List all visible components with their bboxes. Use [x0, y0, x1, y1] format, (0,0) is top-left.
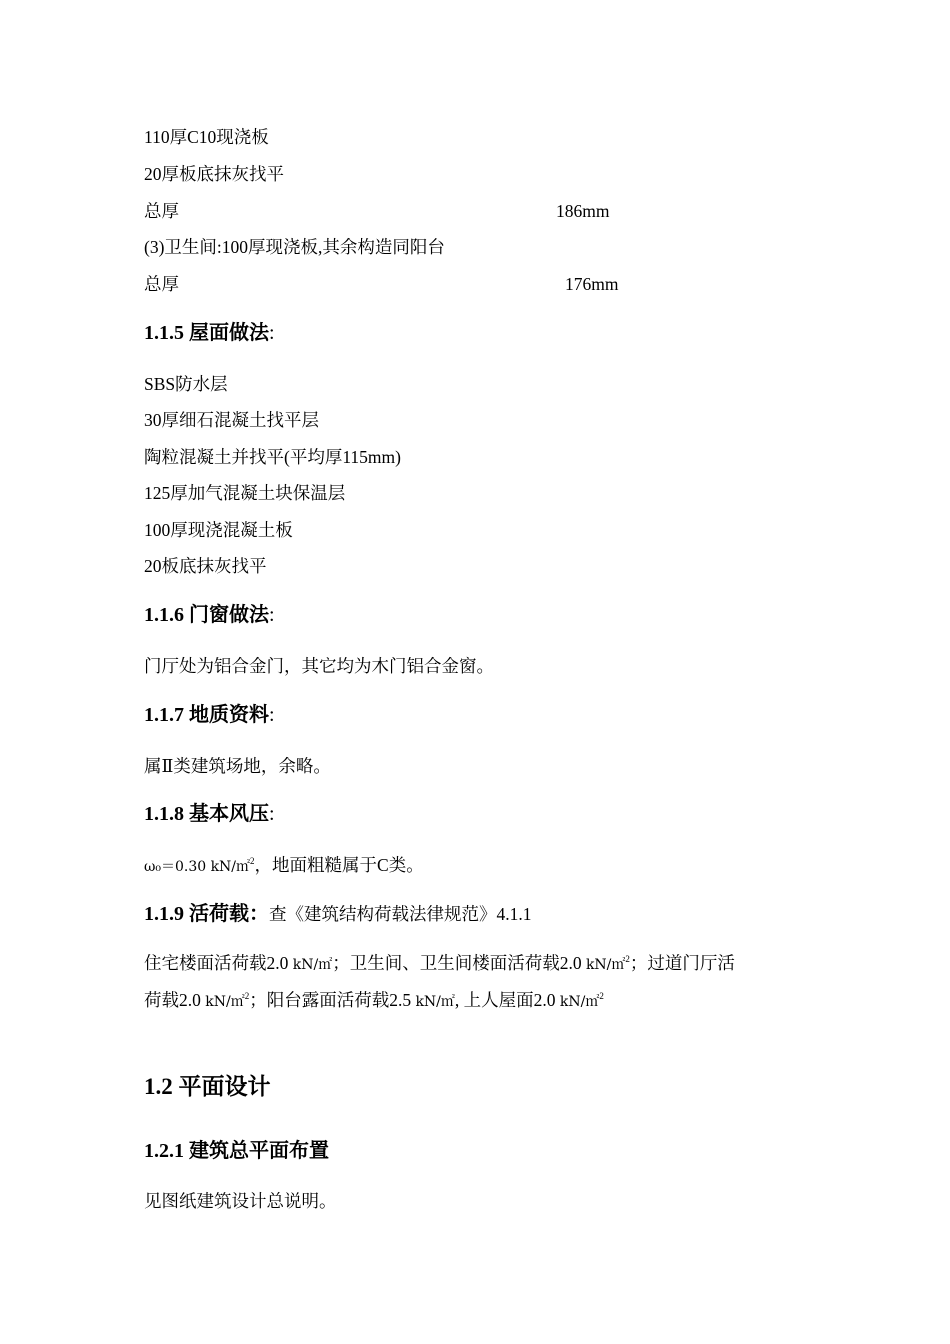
roof-layer: SBS防水层: [144, 374, 228, 394]
heading-live-load-rest: 查《建筑结构荷载法律规范》4.1.1: [269, 904, 532, 924]
roof-layer: 20板底抹灰找平: [144, 556, 267, 576]
heading-wind-number: 1.1.8: [144, 803, 184, 825]
heading-roof-title: 屋面做法: [189, 322, 269, 344]
heading-wind: [144, 801, 275, 827]
total-thickness-value-2: 176mm: [565, 274, 619, 294]
heading-live-load-title: 活荷载：: [189, 903, 269, 925]
heading-doors-colon: :: [269, 604, 275, 626]
heading-geology: [144, 702, 275, 728]
heading-geology-title: 地质资料: [189, 704, 269, 726]
live-load-unit: kN/㎡: [415, 994, 455, 1010]
roof-layer: 30厚细石混凝土找平层: [144, 410, 319, 430]
live-load-unit: kN/㎡: [585, 957, 626, 973]
heading-doors-number: 1.1.6: [144, 604, 184, 626]
heading-wind-colon: :: [269, 803, 275, 825]
live-load-sup: 2: [244, 991, 250, 1002]
heading-geology-number: 1.1.7: [144, 704, 184, 726]
roof-layer: 100厚现浇混凝土板: [144, 520, 293, 540]
roof-layer: 125厚加气混凝土块保温层: [144, 483, 346, 503]
wind-text: [144, 853, 424, 879]
live-load-line-1: [144, 951, 735, 977]
live-load-text: 荷载2.0: [144, 990, 201, 1010]
live-load-unit: kN/㎡: [292, 957, 333, 973]
heading-wind-title: 基本风压: [189, 803, 269, 825]
heading-doors: [144, 602, 275, 628]
heading-roof-colon: :: [269, 322, 275, 344]
site-plan-text: 见图纸建筑设计总说明。: [144, 1191, 337, 1211]
heading-site-plan: 1.2.1 建筑总平面布置: [144, 1140, 329, 1162]
live-load-text: ；阳台露面活荷载2.5: [249, 990, 412, 1010]
live-load-text: , 上人屋面2.0: [454, 990, 556, 1010]
wind-suffix: ，地面粗糙属于C类。: [254, 855, 424, 875]
heading-roof-number: 1.1.5: [144, 322, 184, 344]
live-load-unit: kN/㎡: [559, 994, 600, 1010]
total-thickness-label-2: 总厚: [144, 274, 179, 294]
roof-layer: 陶粒混凝土并找平(平均厚115mm): [144, 447, 401, 467]
wind-sup: 2: [250, 856, 255, 867]
heading-live-load: [144, 901, 532, 927]
live-load-line-2: [144, 988, 604, 1014]
floor-layer-plaster: 20厚板底抹灰找平: [144, 164, 284, 184]
live-load-text: 住宅楼面活荷载2.0: [144, 953, 289, 973]
doors-text: 门厅处为铝合金门，其它均为木门铝合金窗。: [144, 656, 494, 676]
live-load-text: ；卫生间、卫生间楼面活荷载2.0: [332, 953, 582, 973]
heading-doors-title: 门窗做法: [189, 604, 269, 626]
live-load-text: ；过道门厅活: [629, 953, 735, 973]
live-load-sup: 2: [599, 991, 604, 1002]
heading-geology-colon: :: [269, 704, 275, 726]
wind-unit: kN/㎡: [210, 859, 251, 875]
heading-roof: [144, 320, 275, 346]
bathroom-construction: (3)卫生间:100厚现浇板,其余构造同阳台: [144, 237, 445, 257]
live-load-unit: kN/㎡: [205, 994, 245, 1010]
geology-text: 属Ⅱ类建筑场地，余略。: [144, 756, 331, 776]
heading-plan-design: 1.2 平面设计: [144, 1074, 271, 1099]
total-thickness-label-1: 总厚: [144, 201, 179, 221]
heading-live-load-number: 1.1.9: [144, 903, 184, 925]
wind-value: ω₀＝0.30: [144, 859, 207, 875]
total-thickness-value-1: 186mm: [556, 201, 610, 221]
floor-layer-slab: 110厚C10现浇板: [144, 127, 269, 147]
live-load-sup: 2: [625, 954, 630, 965]
